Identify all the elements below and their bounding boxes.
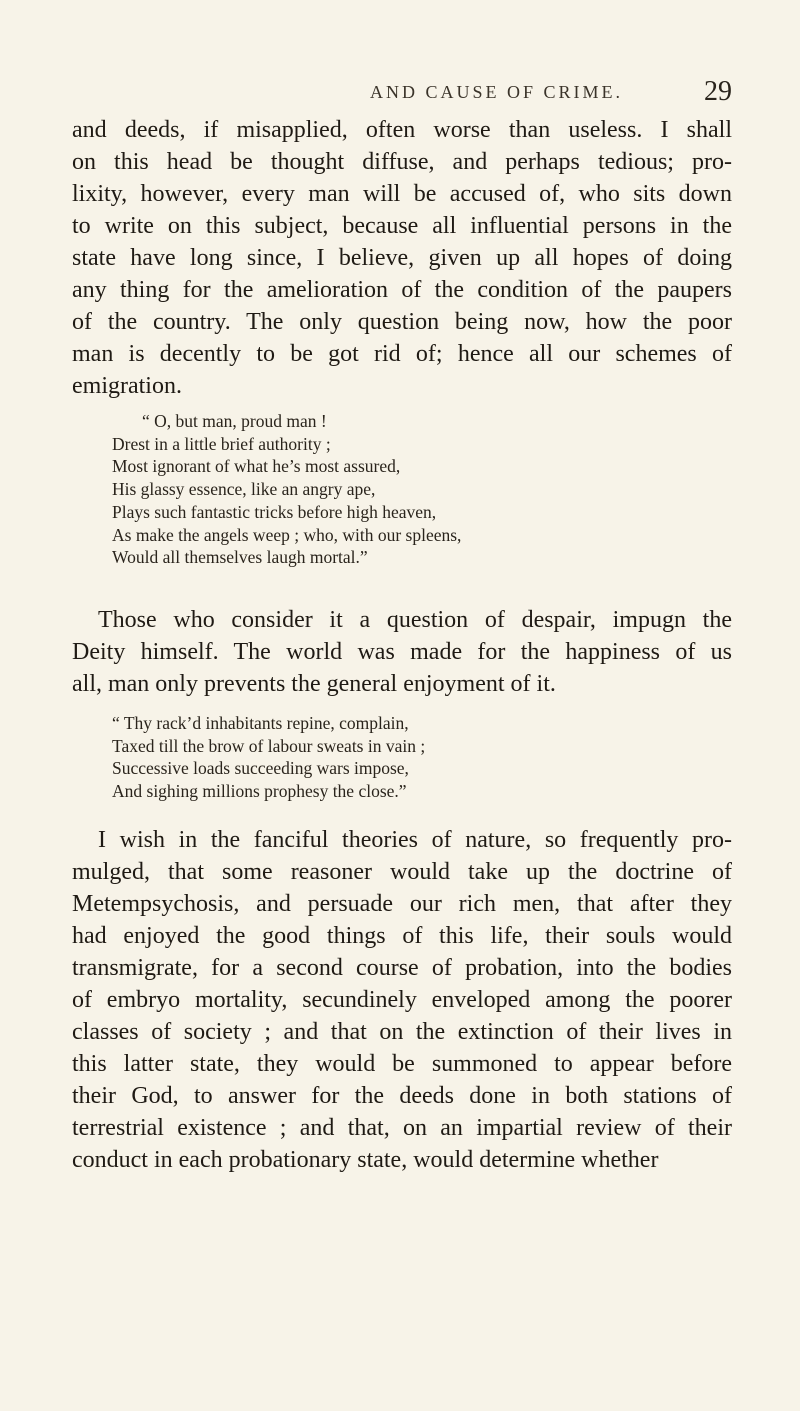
text-line: Deity himself. The world was made for the happiness of us — [72, 639, 732, 665]
verse-line: Would all themselves laugh mortal.” — [112, 547, 368, 568]
text-line: terrestrial existence ; and that, on an impartial review of their — [72, 1115, 732, 1141]
text-line: any thing for the amelioration of the condition of the paupers — [72, 277, 732, 303]
verse-line: His glassy essence, like an angry ape, — [112, 479, 376, 500]
text-line: and deeds, if misapplied, often worse than useless. I shall — [72, 117, 732, 143]
paragraph-despair — [72, 604, 732, 700]
text-line: man is decently to be got rid of; hence all our schemes of — [72, 341, 732, 367]
verse-line: As make the angels weep ; who, with our spleens, — [112, 524, 462, 545]
paragraph-metempsychosis — [72, 824, 732, 1176]
verse-line: “ O, but man, proud man ! — [142, 411, 327, 431]
verse-line: Drest in a little brief authority ; — [112, 433, 331, 454]
verse-line: And sighing millions prophesy the close.” — [112, 781, 407, 802]
verse-line: Plays such fantastic tricks before high heaven, — [112, 501, 437, 522]
text-line: to write on this subject, because all influential persons in the — [72, 213, 732, 239]
text-line: conduct in each probationary state, would determine whether — [72, 1147, 659, 1173]
verse-quote-shakespeare — [112, 410, 672, 569]
verse-line: Taxed till the brow of labour sweats in vain ; — [112, 735, 426, 756]
text-line: this latter state, they would be summoned to appear before — [72, 1051, 732, 1077]
text-line: lixity, however, every man will be accused of, who sits down — [72, 181, 732, 207]
text-line: of the country. The only question being now, how the poor — [72, 309, 732, 335]
text-line: Metempsychosis, and persuade our rich men, that after they — [72, 891, 732, 917]
text-line: had enjoyed the good things of this life, their souls would — [72, 923, 732, 949]
text-line: transmigrate, for a second course of probation, into the bodies — [72, 955, 732, 981]
text-line: of embryo mortality, secundinely enveloped among the poorer — [72, 987, 732, 1013]
verse-quote-labour — [112, 712, 672, 803]
text-line: Those who consider it a question of despair, impugn the — [98, 607, 732, 633]
text-line: all, man only prevents the general enjoyment of it. — [72, 671, 556, 697]
verse-line: Successive loads succeeding wars impose, — [112, 758, 409, 779]
text-line: on this head be thought diffuse, and perhaps tedious; pro- — [72, 149, 732, 175]
text-line: their God, to answer for the deeds done in both stations of — [72, 1083, 732, 1109]
paragraph-emigration — [72, 114, 732, 402]
running-head — [60, 76, 740, 116]
text-line: emigration. — [72, 373, 182, 399]
running-title: AND CAUSE OF CRIME. — [370, 82, 624, 102]
verse-line: Most ignorant of what he’s most assured, — [112, 456, 401, 477]
page-number: 29 — [704, 76, 732, 107]
text-line: mulged, that some reasoner would take up the doctrine of — [72, 859, 732, 885]
text-line: state have long since, I believe, given up all hopes of doing — [72, 245, 732, 271]
verse-line: “ Thy rack’d inhabitants repine, complain, — [112, 713, 409, 733]
text-line: I wish in the fanciful theories of nature, so frequently pro- — [98, 827, 732, 853]
text-line: classes of society ; and that on the extinction of their lives in — [72, 1019, 732, 1045]
